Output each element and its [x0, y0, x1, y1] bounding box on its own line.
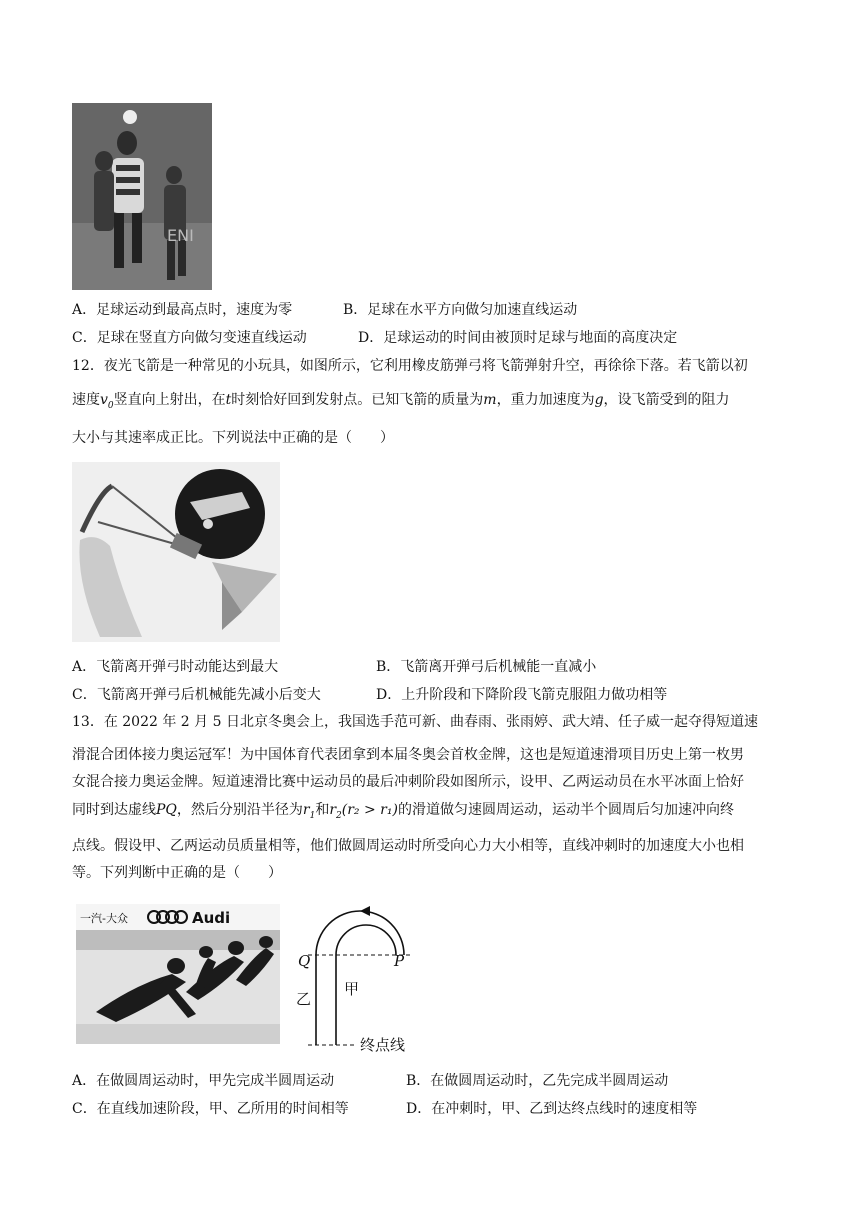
direction-arrow-icon: [360, 906, 370, 916]
banner-left-text: 一汽-大众: [80, 912, 128, 925]
q12-option-b: B．飞箭离开弹弓后机械能一直减小: [376, 659, 597, 675]
t-symbol: t: [225, 392, 232, 408]
q13-stem-line-1: 13．在 2022 年 2 月 5 日北京冬奥会上，我国选手范可新、曲春雨、张雨婷、武大靖、任子威一起夺得短道速: [72, 714, 758, 730]
v0-subscript: 0: [107, 400, 114, 411]
football-photo: [72, 103, 212, 290]
m-symbol: m: [483, 392, 497, 408]
q13-stem-line-6: 等。下列判断中正确的是（ ）: [72, 865, 282, 881]
r2-letter: r: [329, 802, 337, 818]
q12-text: 时刻恰好回到发射点。已知飞箭的质量为: [231, 392, 484, 408]
label-p: P: [394, 952, 405, 970]
banner-brand-text: Audi: [192, 909, 231, 927]
r2-greater-r1-condition: (r₂ > r₁): [341, 802, 398, 818]
q13-stem-line-4: [72, 800, 734, 826]
q13-option-d: D．在冲刺时，甲、乙到达终点线时的速度相等: [406, 1101, 698, 1117]
pq-symbol: PQ: [156, 802, 177, 818]
q12-option-a: A．飞箭离开弹弓时动能达到最大: [72, 659, 279, 675]
r1-letter: r: [302, 802, 310, 818]
q11-option-a: A．足球运动到最高点时，速度为零: [72, 302, 293, 318]
v0-symbol: [100, 392, 114, 411]
q11-option-c: C．足球在竖直方向做匀变速直线运动: [72, 330, 307, 346]
q12-text: 竖直向上射出，在: [113, 392, 226, 408]
q12-stem-line-2: [72, 390, 730, 416]
q12-text: ，设飞箭受到的阻力: [603, 392, 730, 408]
q12-option-c: C．飞箭离开弹弓后机械能先减小后变大: [72, 687, 321, 703]
label-finish-line: 终点线: [360, 1036, 406, 1054]
g-symbol: g: [594, 392, 604, 408]
outer-track-path: [316, 911, 404, 1045]
slingshot-photo-art: [72, 462, 280, 642]
q12-stem-line-3: 大小与其速率成正比。下列说法中正确的是（ ）: [72, 430, 394, 446]
q11-option-b: B．足球在水平方向做匀加速直线运动: [343, 302, 578, 318]
r1-subscript: 1: [309, 810, 316, 821]
q12-option-d: D．上升阶段和下降阶段飞箭克服阻力做功相等: [376, 687, 668, 703]
q13-stem-line-5: 点线。假设甲、乙两运动员质量相等，他们做圆周运动时所受向心力大小相等，直线冲刺时的加速度大小也相: [72, 838, 744, 854]
q13-text: 的滑道做匀速圆周运动，运动半个圆周后匀加速冲向终: [397, 802, 734, 818]
speed-skating-photo-art: [76, 904, 280, 1044]
track-diagram: [290, 900, 430, 1055]
q13-option-b: B．在做圆周运动时，乙先完成半圆周运动: [406, 1073, 669, 1089]
slingshot-photo: [72, 462, 280, 642]
v0-letter: v: [100, 392, 108, 408]
q13-option-c: C．在直线加速阶段，甲、乙所用的时间相等: [72, 1101, 349, 1117]
label-yi: 乙: [296, 990, 312, 1008]
q13-text: 同时到达虚线: [72, 802, 156, 818]
q13-option-a: A．在做圆周运动时，甲先完成半圆周运动: [72, 1073, 335, 1089]
svg-text:ENI: ENI: [167, 226, 194, 245]
q13-text: ，然后分别沿半径为: [176, 802, 303, 818]
label-q: Q: [298, 952, 311, 970]
football-photo-art: [72, 103, 212, 290]
r1-symbol: [302, 802, 316, 821]
q13-stem-line-3: 女混合接力奥运金牌。短道速滑比赛中运动员的最后冲刺阶段如图所示，设甲、乙两运动员在水平冰面上恰好: [72, 774, 744, 790]
q12-stem-line-1: 12．夜光飞箭是一种常见的小玩具，如图所示，它利用橡皮筋弹弓将飞箭弹射升空，再徐徐下落。若飞箭以初: [72, 358, 748, 374]
q12-text: ，重力加速度为: [496, 392, 595, 408]
r2-symbol: [329, 802, 342, 821]
q12-text: 速度: [72, 392, 100, 408]
speed-skating-photo: [76, 904, 280, 1044]
label-jia: 甲: [344, 980, 360, 998]
r2-subscript: 2: [336, 810, 342, 821]
q13-text: 和: [315, 802, 330, 818]
q13-stem-line-2: 滑混合团体接力奥运冠军！为中国体育代表团拿到本届冬奥会首枚金牌，这也是短道速滑项目历史上第一枚男: [72, 747, 744, 763]
q11-option-d: D．足球运动的时间由被顶时足球与地面的高度决定: [358, 330, 678, 346]
